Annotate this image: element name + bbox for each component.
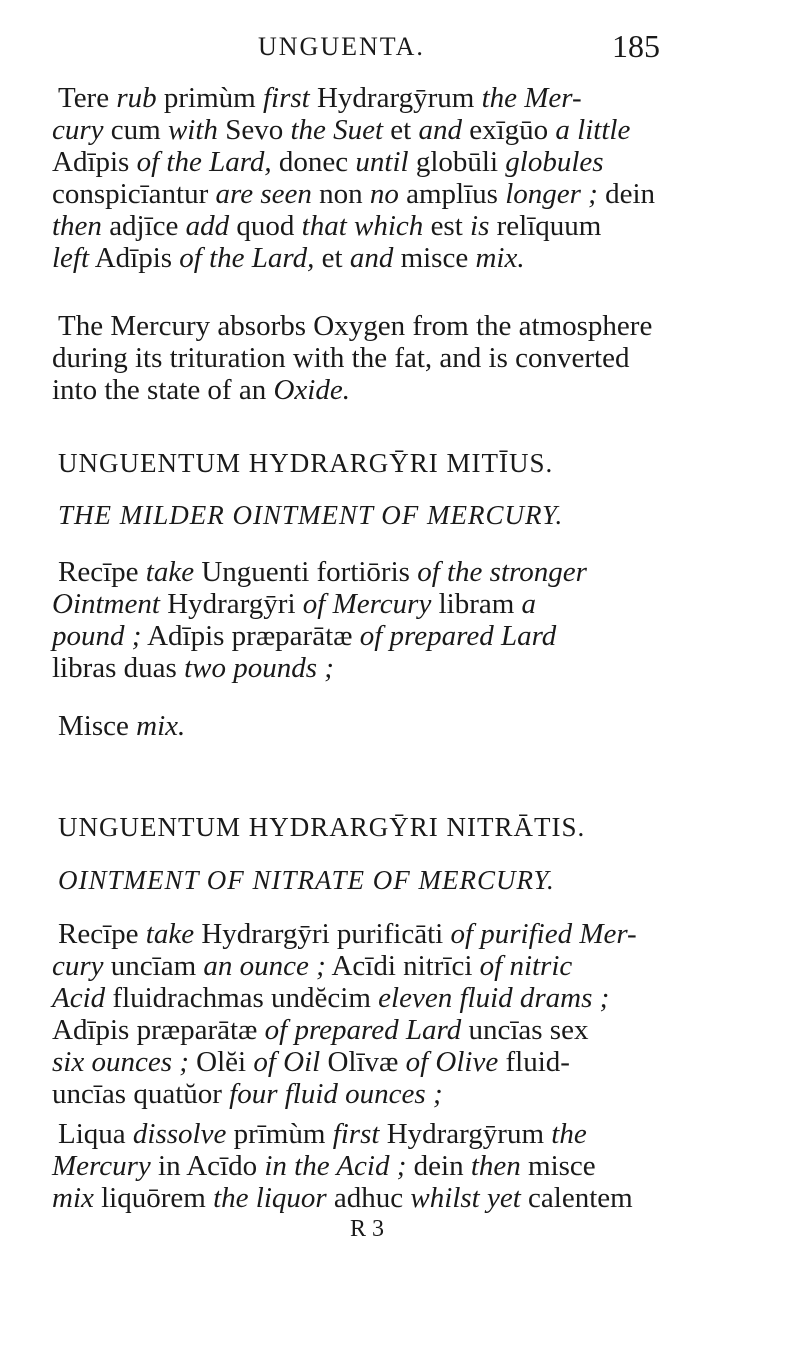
section-heading-mitius: UNGUENTUM HYDRARGȲRI MITĪUS. (58, 448, 554, 478)
text-segment: take (145, 556, 195, 588)
text-line (0, 588, 800, 620)
text-segment: Olĕi (188, 1046, 254, 1078)
text-segment: primùm (156, 82, 263, 114)
text-segment: liquōrem (93, 1182, 214, 1214)
text-segment: with (167, 114, 218, 146)
text-segment: of the Lard, (179, 242, 315, 274)
text-segment: fluidrachmas undĕcim (105, 982, 379, 1014)
text-segment: globules (505, 146, 604, 178)
text-line (0, 1150, 800, 1182)
text-segment: Acīdi nitrīci (325, 950, 480, 982)
text-segment: pound ; (52, 620, 142, 652)
text-line (0, 178, 800, 210)
text-segment: Hydrargȳrum (309, 82, 482, 114)
text-segment: the liquor (213, 1182, 327, 1214)
text-segment: of purified Mer- (450, 918, 637, 950)
text-segment: libras duas (52, 652, 185, 684)
text-segment: of prepared Lard (264, 1014, 462, 1046)
text-segment: uncīam (103, 950, 204, 982)
text-segment: Hydrargȳri purificāti (194, 918, 451, 950)
paragraph-misce (0, 710, 800, 742)
text-segment: Liqua (58, 1118, 133, 1150)
section-subheading-milder: THE MILDER OINTMENT OF MERCURY. (58, 500, 564, 530)
text-line (0, 1014, 800, 1046)
text-line (0, 652, 800, 684)
text-line (0, 556, 800, 588)
text-segment: est (423, 210, 471, 242)
paragraph-tere-rub (0, 82, 800, 274)
text-segment: cum (103, 114, 168, 146)
text-segment: two pounds ; (184, 652, 334, 684)
text-segment: six ounces ; (52, 1046, 189, 1078)
text-line (0, 114, 800, 146)
text-segment: adjīce (101, 210, 186, 242)
text-segment: of Olive (405, 1046, 499, 1078)
text-segment: dein (597, 178, 656, 210)
text-segment: no (369, 178, 399, 210)
text-segment: Mercury (52, 1150, 151, 1182)
text-segment: uncīas quatŭor (52, 1078, 230, 1110)
paragraph-liqua (0, 1118, 800, 1214)
text-segment: in Acīdo (150, 1150, 265, 1182)
text-segment: Olīvæ (320, 1046, 406, 1078)
text-segment: take (145, 918, 195, 950)
text-line (0, 950, 800, 982)
paragraph-mercury-absorbs (0, 310, 800, 406)
paragraph-recipe-hydrargyri (0, 918, 800, 1110)
text-line (0, 1182, 800, 1214)
text-segment: and (349, 242, 394, 274)
text-line (0, 982, 800, 1014)
text-segment: longer ; (505, 178, 598, 210)
text-segment: and (418, 114, 462, 146)
text-segment: fluid- (498, 1046, 570, 1078)
text-segment: whilst yet (410, 1182, 521, 1214)
text-line (0, 918, 800, 950)
text-segment: four fluid ounces ; (229, 1078, 443, 1110)
text-segment: conspicīantur (52, 178, 216, 210)
text-segment: of the stronger (417, 556, 587, 588)
text-segment: of the Lard, (136, 146, 272, 178)
text-line (0, 1046, 800, 1078)
page-number: 185 (612, 28, 660, 64)
text-segment: the Suet (290, 114, 384, 146)
text-segment: in the Acid ; (264, 1150, 407, 1182)
text-segment: Hydrargȳrum (379, 1118, 552, 1150)
text-segment: are seen (215, 178, 312, 210)
section-heading-nitratis: UNGUENTUM HYDRARGȲRI NITRĀTIS. (58, 812, 586, 842)
section-subheading-nitrate: OINTMENT OF NITRATE OF MERCURY. (58, 865, 555, 895)
text-line (0, 242, 800, 274)
text-segment: Adīpis præparātæ (141, 620, 360, 652)
text-line (0, 620, 800, 652)
text-segment: quod (229, 210, 302, 242)
text-segment: during its trituration with the fat, and is converted (52, 342, 630, 374)
text-segment: Hydrargȳri (159, 588, 303, 620)
text-segment: dissolve (132, 1118, 227, 1150)
text-segment: Ointment (52, 588, 160, 620)
text-segment: of Mercury (302, 588, 432, 620)
text-segment: Unguenti fortiōris (194, 556, 418, 588)
text-line (0, 310, 800, 342)
text-segment: then (470, 1150, 521, 1182)
text-segment: a little (555, 114, 631, 146)
text-segment: into the state of an (52, 374, 274, 406)
text-segment: libram (431, 588, 522, 620)
text-segment: Adīpis (89, 242, 180, 274)
text-segment: adhuc (326, 1182, 411, 1214)
text-segment: donec (271, 146, 356, 178)
text-line (0, 1118, 800, 1150)
page-header (0, 20, 800, 64)
text-segment: first (332, 1118, 380, 1150)
text-segment: Misce (58, 710, 137, 742)
text-segment: Adīpis præparātæ (52, 1014, 265, 1046)
text-segment: non (311, 178, 370, 210)
text-segment: Oxide. (273, 374, 350, 406)
text-segment: add (185, 210, 230, 242)
text-segment: relīquum (489, 210, 602, 242)
text-segment: the Mer- (481, 82, 582, 114)
text-segment: amplīus (398, 178, 506, 210)
text-segment: et (383, 114, 419, 146)
text-line (0, 1078, 800, 1110)
text-segment: the (551, 1118, 587, 1150)
text-segment: eleven fluid drams ; (378, 982, 610, 1014)
text-line (0, 710, 800, 742)
text-line (0, 210, 800, 242)
paragraph-recipe-unguenti (0, 556, 800, 684)
text-segment: is (470, 210, 490, 242)
text-segment: Recīpe (58, 918, 146, 950)
text-segment: The Mercury absorbs Oxygen from the atmosphere (58, 310, 653, 342)
text-segment: then (52, 210, 102, 242)
text-line (0, 342, 800, 374)
text-segment: until (355, 146, 409, 178)
text-segment: left (52, 242, 90, 274)
text-segment: misce (520, 1150, 596, 1182)
text-segment: et (314, 242, 350, 274)
text-segment: Acid (52, 982, 106, 1014)
signature-mark: R 3 (350, 1216, 385, 1242)
text-line (0, 146, 800, 178)
text-segment: rub (116, 82, 157, 114)
text-segment: misce (393, 242, 476, 274)
running-head: UNGUENTA. (258, 32, 425, 61)
text-segment: Recīpe (58, 556, 146, 588)
text-segment: a (521, 588, 537, 620)
text-segment: of nitric (479, 950, 573, 982)
text-segment: calentem (520, 1182, 633, 1214)
text-segment: dein (406, 1150, 471, 1182)
text-segment: Adīpis (52, 146, 137, 178)
text-segment: mix. (475, 242, 525, 274)
text-segment: that which (301, 210, 424, 242)
text-segment: exīgūo (461, 114, 556, 146)
text-line (0, 374, 800, 406)
text-segment: first (262, 82, 310, 114)
text-segment: mix (52, 1182, 94, 1214)
text-segment: of prepared Lard (359, 620, 557, 652)
text-segment: Tere (58, 82, 117, 114)
text-segment: uncīas sex (461, 1014, 589, 1046)
text-segment: cury (52, 114, 104, 146)
text-line (0, 82, 800, 114)
text-segment: globūli (408, 146, 506, 178)
text-segment: cury (52, 950, 104, 982)
text-segment: Sevo (217, 114, 291, 146)
text-segment: an ounce ; (203, 950, 326, 982)
text-segment: prīmùm (226, 1118, 333, 1150)
text-segment: of Oil (253, 1046, 321, 1078)
text-segment: mix. (136, 710, 186, 742)
